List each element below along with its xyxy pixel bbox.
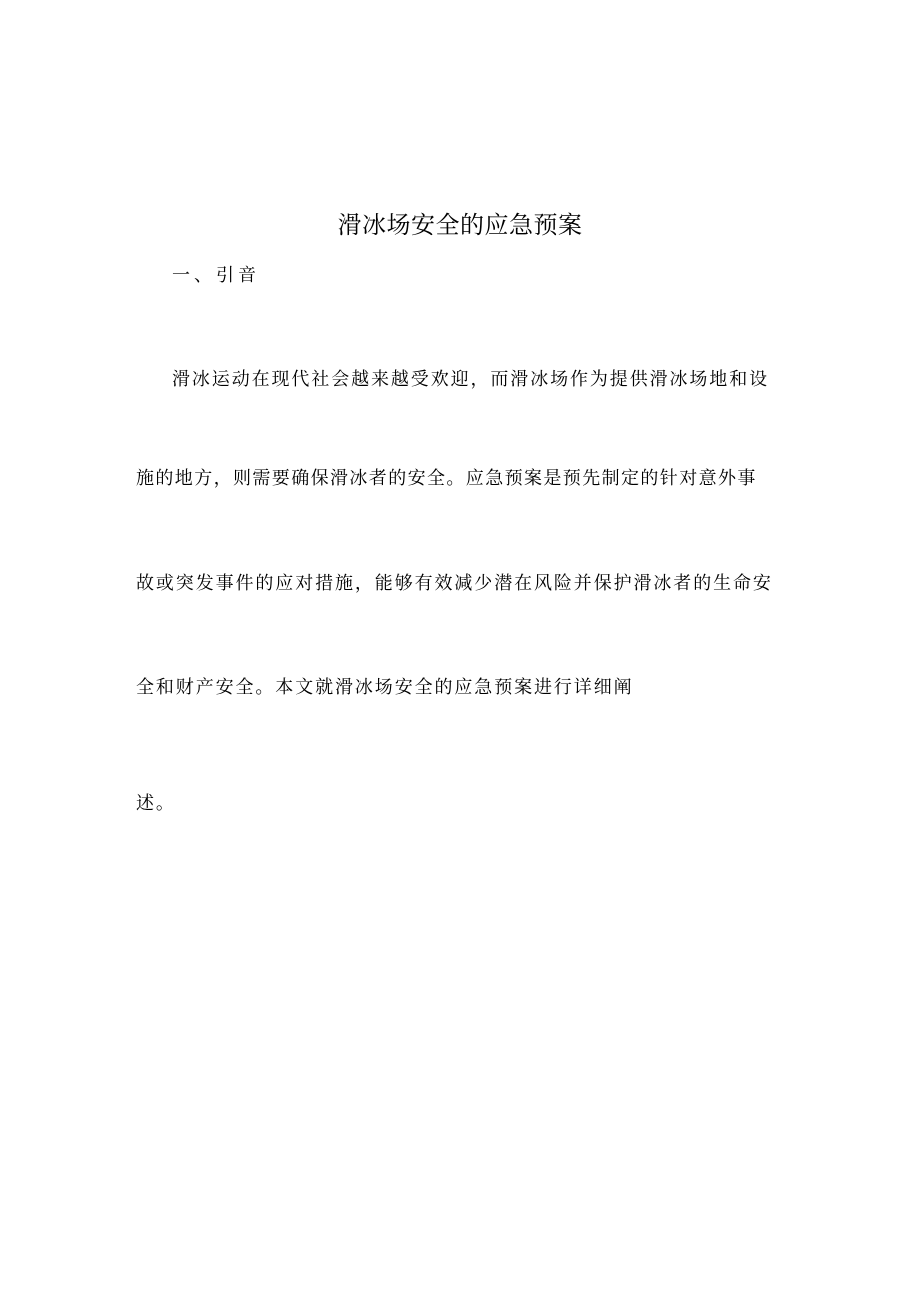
paragraph-line: 滑冰运动在现代社会越来越受欢迎，而滑冰场作为提供滑冰场地和设 [172,369,769,390]
section-heading: 一、引音 [172,265,260,286]
document-title: 滑冰场安全的应急预案 [337,211,583,239]
paragraph-line: 全和财产安全。本文就滑冰场安全的应急预案进行详细阐 [136,677,634,698]
paragraph-line: 施的地方，则需要确保滑冰者的安全。应急预案是预先制定的针对意外事 [136,468,757,489]
paragraph-line: 述。 [136,793,176,814]
paragraph-line: 故或突发事件的应对措施，能够有效减少潜在风险并保护滑冰者的生命安 [136,573,773,594]
